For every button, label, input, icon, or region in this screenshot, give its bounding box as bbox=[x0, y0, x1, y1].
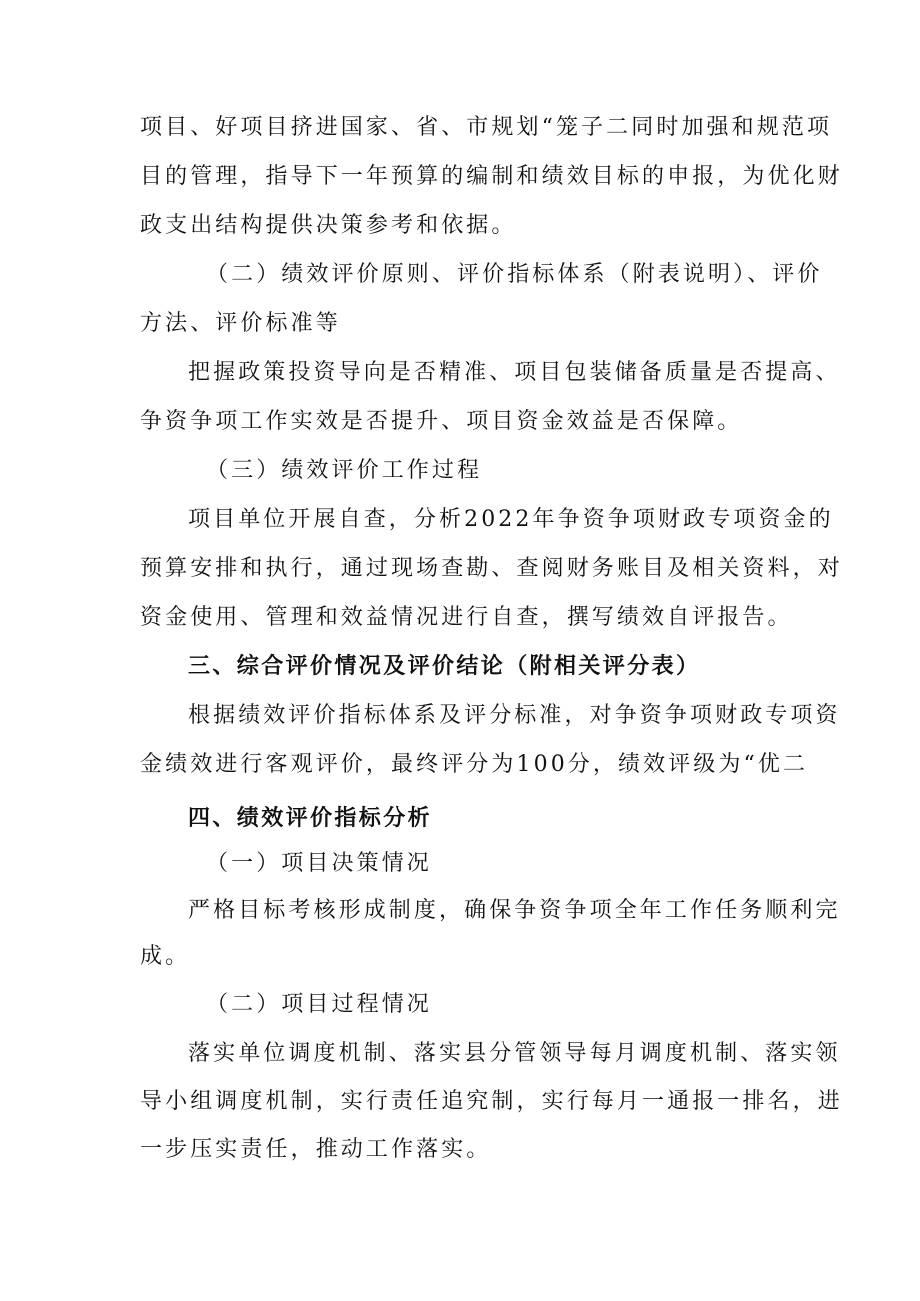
paragraph-line: 落实单位调度机制、落实县分管领导每月调度机制、落实领 bbox=[188, 1041, 841, 1066]
paragraph-line: 项目单位开展自查，分析2022年争资争项财政专项资金的 bbox=[188, 507, 834, 532]
subsection-heading: （二）项目过程情况 bbox=[206, 992, 432, 1017]
paragraph-line: 根据绩效评价指标体系及评分标准，对争资争项财政专项资 bbox=[188, 703, 841, 728]
paragraph-line: 政支出结构提供决策参考和依据。 bbox=[140, 213, 517, 238]
paragraph-line: 严格目标考核形成制度，确保争资争项全年工作任务顺利完 bbox=[188, 898, 841, 923]
paragraph-line: 预算安排和执行，通过现场查勘、查阅财务账目及相关资料，对 bbox=[140, 556, 843, 581]
paragraph-line: 目的管理，指导下一年预算的编制和绩效目标的申报，为优化财 bbox=[140, 164, 843, 189]
paragraph-line: 成。 bbox=[140, 944, 191, 969]
section-heading: 三、综合评价情况及评价结论（附相关评分表） bbox=[188, 654, 701, 679]
subsection-heading: （二）绩效评价原则、评价指标体系（附表说明）、评价 bbox=[206, 262, 823, 287]
paragraph-line: 导小组调度机制，实行责任追究制，实行每月一通报一排名，进 bbox=[140, 1089, 843, 1114]
subsection-heading: （一）项目决策情况 bbox=[206, 851, 432, 876]
paragraph-line: 把握政策投资导向是否精准、项目包装储备质量是否提高、 bbox=[188, 360, 841, 385]
paragraph-line: 资金使用、管理和效益情况进行自查，撰写绩效自评报告。 bbox=[140, 605, 793, 630]
paragraph-line: 金绩效进行客观评价，最终评分为100分，绩效评级为“优二 bbox=[140, 752, 809, 777]
paragraph-line: 项目、好项目挤进国家、省、市规划“笼子二同时加强和规范项 bbox=[140, 115, 833, 140]
paragraph-line: 争资争项工作实效是否提升、项目资金效益是否保障。 bbox=[140, 409, 743, 434]
section-heading: 四、绩效评价指标分析 bbox=[188, 806, 433, 831]
paragraph-line: 一步压实责任，推动工作落实。 bbox=[140, 1137, 492, 1162]
subsection-heading-continuation: 方法、评价标准等 bbox=[140, 311, 341, 336]
subsection-heading: （三）绩效评价工作过程 bbox=[206, 458, 483, 483]
